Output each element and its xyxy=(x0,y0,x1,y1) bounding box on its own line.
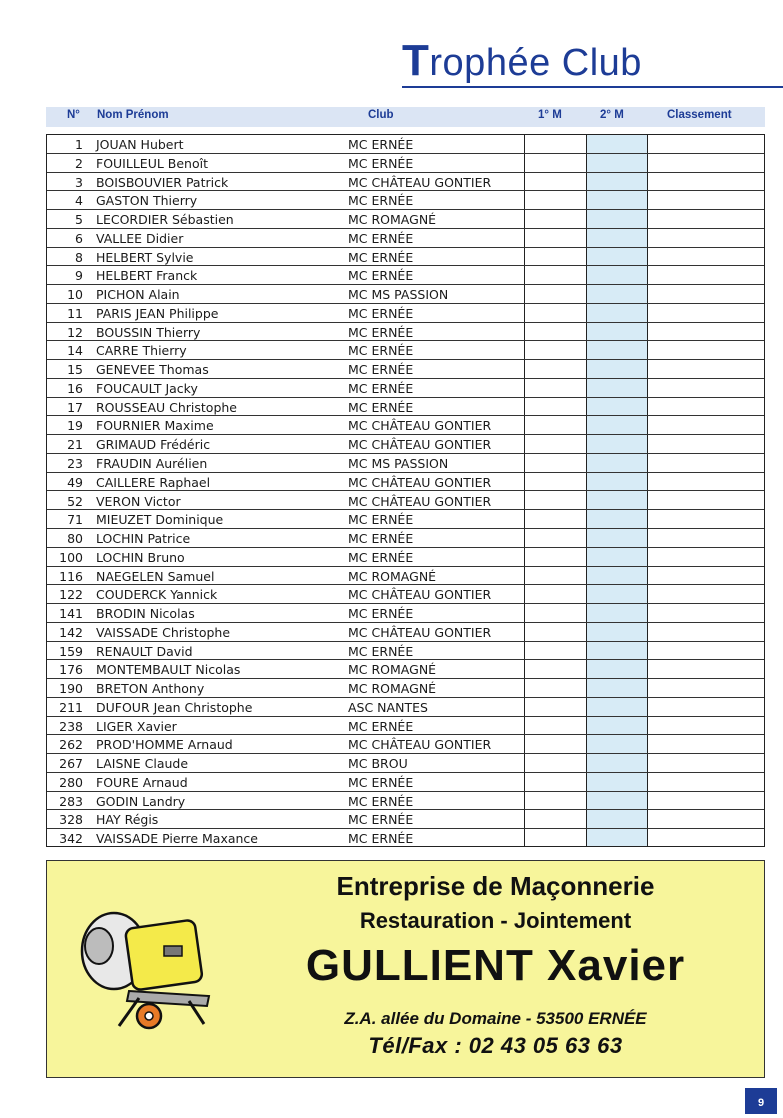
table-row xyxy=(47,173,764,192)
ad-company-name: GULLIENT Xavier xyxy=(305,941,686,990)
table-row xyxy=(47,266,764,285)
rider-name: VALLEE Didier xyxy=(96,230,184,246)
rider-name: JOUAN Hubert xyxy=(96,137,184,152)
rider-name: GASTON Thierry xyxy=(96,193,198,209)
rider-club: MC CHÂTEAU GONTIER xyxy=(348,493,492,509)
table-row xyxy=(47,229,764,248)
rider-number: 9 xyxy=(75,268,83,284)
table-row xyxy=(47,210,764,229)
results-table xyxy=(46,134,765,847)
rider-club: MC ERNÉE xyxy=(348,362,414,378)
rider-club: MC ERNÉE xyxy=(348,324,414,340)
rider-club: MC ERNÉE xyxy=(348,249,414,265)
rider-club: MC BROU xyxy=(348,756,408,772)
rider-name: HELBERT Sylvie xyxy=(96,249,194,265)
table-row xyxy=(47,604,764,623)
rider-club: MC ERNÉE xyxy=(348,774,414,790)
table-row xyxy=(47,717,764,736)
page-title-rest: rophée Club xyxy=(429,42,642,84)
table-row xyxy=(47,810,764,829)
rider-number: 267 xyxy=(59,756,83,772)
rider-number: 280 xyxy=(59,774,83,790)
rider-name: LOCHIN Patrice xyxy=(96,531,191,547)
rider-name: GODIN Landry xyxy=(96,793,186,809)
rider-name: COUDERCK Yannick xyxy=(96,587,218,603)
rider-club: MC ERNÉE xyxy=(348,606,414,622)
rider-name: BOISBOUVIER Patrick xyxy=(96,174,229,190)
table-row xyxy=(47,754,764,773)
table-row xyxy=(47,660,764,679)
table-row xyxy=(47,435,764,454)
rider-name: VERON Victor xyxy=(96,493,181,509)
rider-name: HAY Régis xyxy=(96,812,159,828)
rider-club: MC ERNÉE xyxy=(348,549,414,565)
page-number: 9 xyxy=(745,1088,777,1114)
header-num: N° xyxy=(67,109,80,121)
rider-club: MC ERNÉE xyxy=(348,399,414,415)
rider-club: MC MS PASSION xyxy=(348,455,449,471)
rider-name: FRAUDIN Aurélien xyxy=(96,455,208,471)
rider-name: PICHON Alain xyxy=(96,287,180,303)
rider-number: 49 xyxy=(67,474,83,490)
rider-name: CAILLERE Raphael xyxy=(96,474,211,490)
rider-club: MC CHÂTEAU GONTIER xyxy=(348,474,492,490)
rider-number: 6 xyxy=(75,230,83,246)
rider-number: 2 xyxy=(75,155,83,171)
rider-number: 12 xyxy=(67,324,83,340)
table-row xyxy=(47,698,764,717)
ad-phone: Tél/Fax : 02 43 05 63 63 xyxy=(368,1033,623,1058)
rider-name: FOURE Arnaud xyxy=(96,774,188,790)
rider-club: MC CHÂTEAU GONTIER xyxy=(348,624,492,640)
rider-number: 16 xyxy=(67,380,83,396)
rider-name: LIGER Xavier xyxy=(96,718,177,734)
table-row xyxy=(47,135,764,154)
rider-number: 52 xyxy=(67,493,83,509)
table-row xyxy=(47,473,764,492)
rider-club: MC ERNÉE xyxy=(348,305,414,321)
rider-number: 71 xyxy=(67,512,83,528)
rider-club: MC ERNÉE xyxy=(348,512,414,528)
rider-name: LOCHIN Bruno xyxy=(96,549,185,565)
rider-club: MC ERNÉE xyxy=(348,193,414,209)
rider-name: MIEUZET Dominique xyxy=(96,512,224,528)
table-row xyxy=(47,585,764,604)
rider-club: MC ERNÉE xyxy=(348,643,414,659)
rider-club: MC ERNÉE xyxy=(348,718,414,734)
rider-name: RENAULT David xyxy=(96,643,193,659)
rider-club: MC ERNÉE xyxy=(348,155,414,171)
table-row xyxy=(47,341,764,360)
rider-number: 10 xyxy=(67,287,83,303)
title-rule xyxy=(402,86,783,88)
ad-address: Z.A. allée du Domaine - 53500 ERNÉE xyxy=(344,1009,647,1028)
rider-number: 5 xyxy=(75,212,83,228)
rider-number: 211 xyxy=(59,699,83,715)
rider-club: MC ERNÉE xyxy=(348,343,414,359)
rider-number: 142 xyxy=(59,624,83,640)
header-club: Club xyxy=(368,109,394,121)
table-row xyxy=(47,379,764,398)
rider-name: GENEVEE Thomas xyxy=(96,362,209,378)
rider-number: 283 xyxy=(59,793,83,809)
rider-name: BRODIN Nicolas xyxy=(96,606,195,622)
table-row xyxy=(47,773,764,792)
rider-club: MC ROMAGNÉ xyxy=(348,662,437,678)
rider-number: 116 xyxy=(59,568,83,584)
rider-number: 176 xyxy=(59,662,83,678)
rider-number: 342 xyxy=(59,831,83,847)
rider-number: 3 xyxy=(75,174,83,190)
rider-club: MC ROMAGNÉ xyxy=(348,568,437,584)
table-row xyxy=(47,285,764,304)
table-row xyxy=(47,492,764,511)
table-row xyxy=(47,360,764,379)
rider-number: 122 xyxy=(59,587,83,603)
page-title-initial: T xyxy=(402,36,430,85)
table-row xyxy=(47,642,764,661)
table-row xyxy=(47,416,764,435)
table-row xyxy=(47,454,764,473)
advertisement xyxy=(46,860,765,1078)
rider-club: MC ERNÉE xyxy=(348,268,414,284)
table-row xyxy=(47,548,764,567)
rider-number: 262 xyxy=(59,737,83,753)
rider-club: MC ROMAGNÉ xyxy=(348,681,437,697)
rider-club: MC CHÂTEAU GONTIER xyxy=(348,587,492,603)
table-row xyxy=(47,735,764,754)
rider-club: MC CHÂTEAU GONTIER xyxy=(348,737,492,753)
rider-club: MC ERNÉE xyxy=(348,812,414,828)
header-name: Nom Prénom xyxy=(97,109,169,121)
rider-number: 159 xyxy=(59,643,83,659)
rider-name: VAISSADE Christophe xyxy=(96,624,231,640)
rider-number: 100 xyxy=(59,549,83,565)
rider-number: 11 xyxy=(67,305,83,321)
table-row xyxy=(47,623,764,642)
table-row xyxy=(47,248,764,267)
table-row xyxy=(47,792,764,811)
rider-name: GRIMAUD Frédéric xyxy=(96,437,211,453)
rider-name: VAISSADE Pierre Maxance xyxy=(96,831,258,847)
rider-name: MONTEMBAULT Nicolas xyxy=(96,662,241,678)
ad-company-type: Entreprise de Maçonnerie xyxy=(336,871,655,901)
rider-name: LECORDIER Sébastien xyxy=(96,212,234,228)
table-row xyxy=(47,567,764,586)
rider-name: CARRE Thierry xyxy=(96,343,187,359)
rider-number: 23 xyxy=(67,455,83,471)
rider-name: FOURNIER Maxime xyxy=(96,418,214,434)
page-title xyxy=(402,36,642,86)
rider-number: 328 xyxy=(59,812,83,828)
rider-name: FOUCAULT Jacky xyxy=(96,380,198,396)
rider-number: 14 xyxy=(67,343,83,359)
rider-name: PARIS JEAN Philippe xyxy=(96,305,219,321)
rider-name: FOUILLEUL Benoît xyxy=(96,155,208,171)
rider-club: ASC NANTES xyxy=(348,699,428,715)
rider-number: 4 xyxy=(75,193,83,209)
table-row xyxy=(47,510,764,529)
table-row xyxy=(47,398,764,417)
rider-club: MC ERNÉE xyxy=(348,793,414,809)
rider-club: MC ERNÉE xyxy=(348,531,414,547)
rider-name: DUFOUR Jean Christophe xyxy=(96,699,253,715)
rider-number: 19 xyxy=(67,418,83,434)
header-m1: 1° M xyxy=(538,109,562,121)
rider-club: MC ROMAGNÉ xyxy=(348,212,437,228)
rider-club: MC ERNÉE xyxy=(348,137,414,152)
rider-number: 17 xyxy=(67,399,83,415)
rider-number: 141 xyxy=(59,606,83,622)
table-row xyxy=(47,829,764,848)
table-row xyxy=(47,154,764,173)
rider-number: 15 xyxy=(67,362,83,378)
rider-name: LAISNE Claude xyxy=(96,756,189,772)
rider-number: 21 xyxy=(67,437,83,453)
rider-name: BRETON Anthony xyxy=(96,681,205,697)
rider-club: MC ERNÉE xyxy=(348,230,414,246)
rider-number: 238 xyxy=(59,718,83,734)
table-row xyxy=(47,679,764,698)
rider-name: HELBERT Franck xyxy=(96,268,198,284)
rider-club: MC MS PASSION xyxy=(348,287,449,303)
table-row xyxy=(47,304,764,323)
rider-number: 80 xyxy=(67,531,83,547)
rider-name: PROD'HOMME Arnaud xyxy=(96,737,233,753)
table-row xyxy=(47,323,764,342)
rider-club: MC CHÂTEAU GONTIER xyxy=(348,174,492,190)
rider-club: MC ERNÉE xyxy=(348,831,414,847)
rider-name: ROUSSEAU Christophe xyxy=(96,399,237,415)
table-row xyxy=(47,529,764,548)
header-rank: Classement xyxy=(667,109,732,121)
rider-number: 190 xyxy=(59,681,83,697)
rider-club: MC ERNÉE xyxy=(348,380,414,396)
rider-name: BOUSSIN Thierry xyxy=(96,324,201,340)
rider-name: NAEGELEN Samuel xyxy=(96,568,215,584)
rider-club: MC CHÂTEAU GONTIER xyxy=(348,437,492,453)
rider-number: 8 xyxy=(75,249,83,265)
table-row xyxy=(47,191,764,210)
rider-club: MC CHÂTEAU GONTIER xyxy=(348,418,492,434)
ad-services: Restauration - Jointement xyxy=(359,908,632,933)
cement-mixer-icon xyxy=(69,906,229,1036)
header-m2: 2° M xyxy=(600,109,624,121)
rider-number: 1 xyxy=(75,137,83,152)
